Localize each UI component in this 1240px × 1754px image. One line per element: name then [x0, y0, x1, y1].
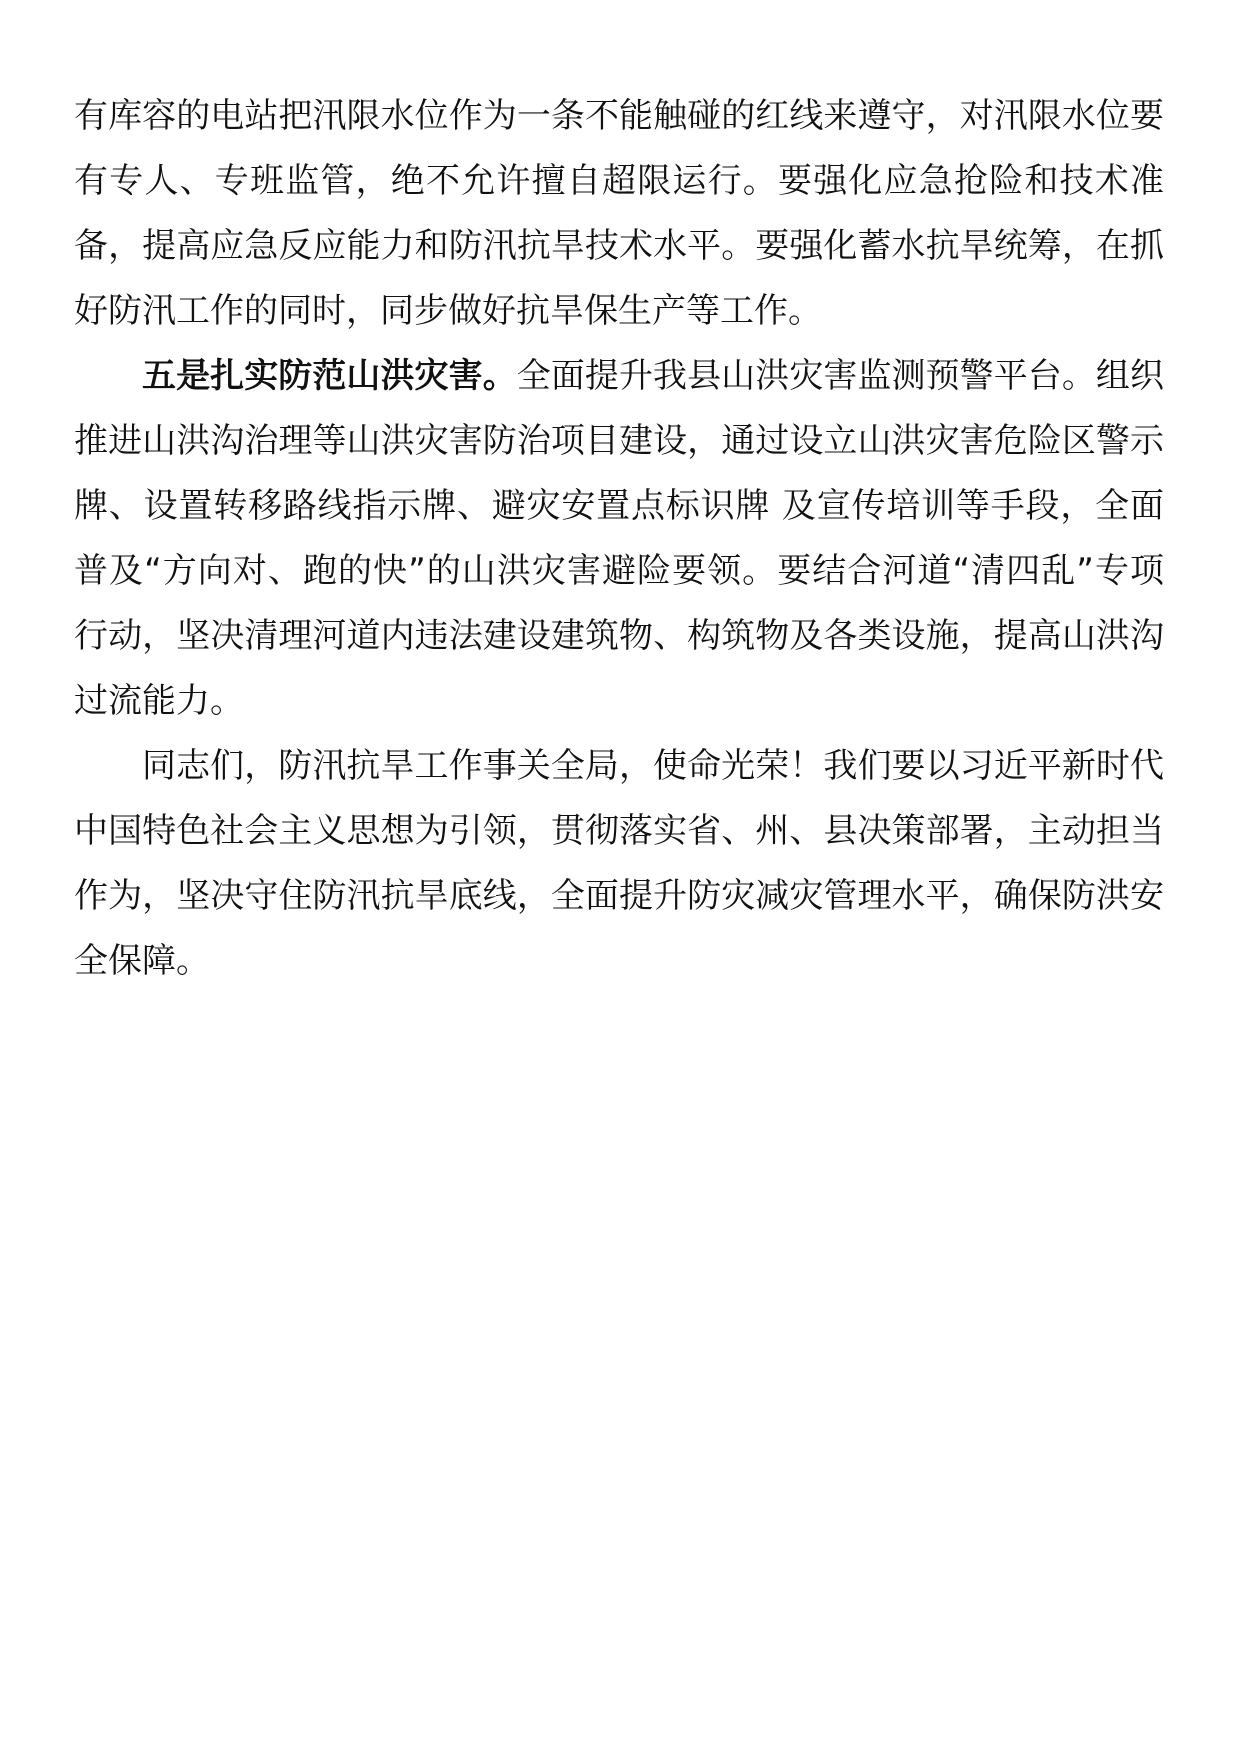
- paragraph-mountain-flood: [74, 344, 1164, 734]
- paragraph-lead-heading: 五是扎实防范山洪灾害。: [142, 356, 517, 396]
- document-body: [74, 84, 1164, 994]
- paragraph-continuation: 有库容的电站把汛限水位作为一条不能触碰的红线来遵守，对汛限水位要有专人、专班监管，绝不允许擅自超限运行。要强化应急抢险和技术准备，提高应急反应能力和防汛抗旱技术水平。要强化蓄水抗旱统筹，在抓好防汛工作的同时，同步做好抗旱保生产等工作。: [74, 96, 1164, 331]
- paragraph-closing: 同志们，防汛抗旱工作事关全局，使命光荣！我们要以习近平新时代中国特色社会主义思想为引领，贯彻落实省、州、县决策部署，主动担当作为，坚决守住防汛抗旱底线，全面提升防灾减灾管理水平，确保防洪安全保障。: [74, 746, 1164, 981]
- paragraph-body-text: 全面提升我县山洪灾害监测预警平台。组织推进山洪沟治理等山洪灾害防治项目建设，通过设立山洪灾害危险区警示牌、设置转移路线指示牌、避灾安置点标识牌 及宣传培训等手段，全面普及“方向对、跑的快”的山洪灾害避险要领。要结合河道“清四乱”专项行动，坚决清理河道内违法建设建筑物、构筑物及各类设施，提高山洪沟过流能力。: [74, 356, 1165, 721]
